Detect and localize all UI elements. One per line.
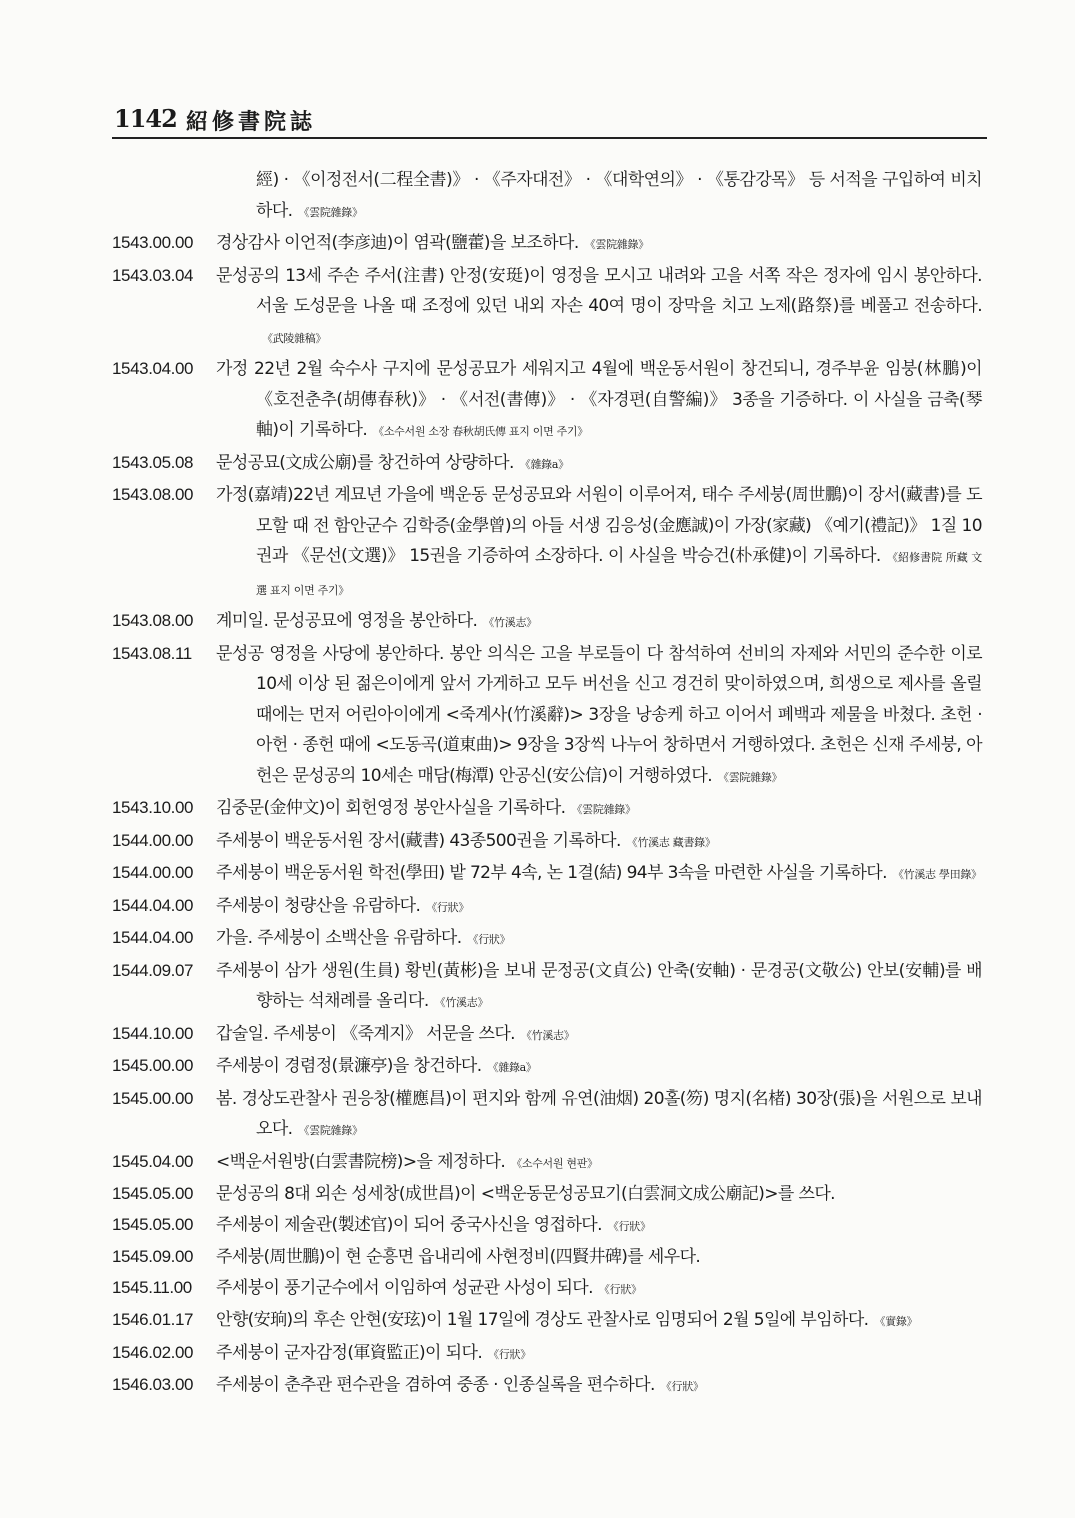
entry-text-block [216, 448, 982, 481]
entry-text-block [216, 354, 982, 448]
entry-text: 주세붕이 군자감정(軍資監正)이 되다. [216, 1342, 483, 1363]
entry-source: 《竹溪志》 [520, 1028, 575, 1042]
entry-date: 1544.10.00 [112, 1023, 194, 1043]
header-divider [112, 137, 987, 139]
entry-text-block [216, 165, 982, 228]
chronology-entry [112, 1210, 982, 1243]
entry-text: 가을. 주세붕이 소백산을 유람하다. [216, 928, 462, 948]
chronology-entry [112, 1179, 982, 1210]
entry-text: 가정(嘉靖)22년 계묘년 가을에 백운동 문성공묘와 서원이 이루어져, 태수 주세붕(周世鵬)이 장서(藏書)를 도모할 때 전 함안군수 김학증(金學曾)의 아들 서생 김응성(金應誠)이 가장(家藏) 《예기(禮記)》 1질 10권과 《문선(文選)》 15권을 기증하여 소장하다. 이 사실을 박승건(朴承健)이 기록하다. [216, 485, 982, 566]
chronology-entry [112, 826, 982, 859]
entry-text: 주세붕이 풍기군수에서 이임하여 성균관 사성이 되다. [216, 1277, 593, 1298]
entry-source: 《紹修書院 所藏 文選 표지 이면 주기》 [256, 551, 982, 597]
entry-date: 1543.05.08 [112, 452, 194, 472]
entry-source: 《竹溪志》 [434, 996, 489, 1009]
entry-source: 《竹溪志》 [483, 616, 537, 629]
entry-date: 1546.01.17 [112, 1310, 194, 1329]
entry-text: 안향(安珦)의 후손 안현(安玹)이 1월 17일에 경상도 관찰사로 임명되어 2월 5일에 부임하다. [216, 1310, 869, 1330]
entry-date: 1544.04.00 [112, 895, 194, 915]
entry-date: 1543.08.11 [112, 643, 192, 663]
entry-date: 1545.11.00 [112, 1277, 192, 1297]
chronology-entry [112, 1370, 982, 1403]
entry-text-block [216, 1084, 982, 1147]
entry-date: 1545.05.00 [112, 1184, 194, 1203]
entry-text-block [216, 639, 982, 794]
chronology-entry [112, 858, 982, 891]
entry-source: 《雲院雜錄》 [718, 770, 783, 784]
entry-text-block [216, 1273, 982, 1306]
entry-text-block [216, 891, 982, 924]
chronology-entry [112, 1019, 982, 1052]
entry-text-block [216, 826, 982, 859]
entry-date: 1543.08.00 [112, 611, 194, 630]
entry-text: 문성공묘(文成公廟)를 창건하여 상량하다. [216, 452, 514, 473]
entry-text: 문성공 영정을 사당에 봉안하다. 봉안 의식은 고을 부로들이 다 참석하여 선비의 자제와 서민의 준수한 이로 10세 이상 된 젊은이에게 앞서 가게하고 모두 버선을 신고 경건히 맞이하였으며, 희생으로 제사를 올릴 때에는 먼저 어린아이에게 <죽계사(竹溪辭)> 3장을 낭송케 하고 이어서 폐백과 제물을 바쳤다. 초헌 · 아헌 · 종헌 때에 <도동곡(道東曲)> 9장을 3장씩 나누어 창하면서 거행하였다. 초헌은 신재 주세붕, 아헌은 문성공의 10세손 매담(梅潭) 안공신(安公信)이 거행하였다. [216, 643, 982, 786]
chronology-entry [112, 606, 982, 639]
entry-source: 《竹溪志 學田錄》 [892, 868, 982, 881]
entry-source: 《소수서원 현판》 [511, 1156, 598, 1170]
chronology-entry [112, 480, 982, 606]
chronology-entry [112, 1051, 982, 1084]
entry-text-block [216, 1210, 982, 1243]
entry-date: 1544.00.00 [112, 863, 194, 882]
entry-text: 문성공의 13세 주손 주서(注書) 안정(安珽)이 영정을 모시고 내려와 고을 서쪽 작은 정자에 임시 봉안하다. 서울 도성문을 나올 때 조정에 있던 내외 자손 40여 명이 장막을 치고 노제(路祭)를 베풀고 전송하다. [216, 265, 982, 316]
chronology-entry [112, 1273, 982, 1306]
entry-text: 주세붕(周世鵬)이 현 순흥면 읍내리에 사현정비(四賢井碑)를 세우다. [216, 1247, 701, 1267]
entry-date: 1544.00.00 [112, 830, 194, 850]
chronology-entry [112, 1242, 982, 1273]
entry-source: 《雲院雜錄》 [298, 1124, 363, 1137]
entry-text: 경상감사 이언적(李彦迪)이 염곽(鹽藿)을 보조하다. [216, 233, 579, 253]
entry-source: 《雲院雜錄》 [584, 238, 649, 251]
entry-text-block [216, 1338, 982, 1371]
entry-date: 1543.08.00 [112, 485, 194, 504]
page-header [112, 104, 987, 138]
chronology-entry [112, 228, 982, 261]
chronology-entry [112, 1084, 982, 1147]
chronology-entry [112, 923, 982, 956]
chronology-entry [112, 448, 982, 481]
chronology-entry [112, 165, 982, 228]
chronology-entry [112, 1338, 982, 1371]
page-number: 1142 [114, 104, 177, 133]
entry-source: 《實錄》 [874, 1315, 918, 1328]
entry-text-block [216, 1179, 982, 1210]
entry-date: 1544.09.07 [112, 960, 194, 980]
entry-text-block [216, 261, 982, 355]
entry-source: 《武陵雜稿》 [262, 331, 327, 345]
entry-date: 1545.00.00 [112, 1088, 194, 1108]
entry-text-block [216, 1147, 982, 1180]
entry-source: 《行狀》 [660, 1380, 704, 1393]
entry-date: 1545.09.00 [112, 1247, 194, 1266]
entry-text: 經) · 《이정전서(二程全書)》 · 《주자대전》 · 《대학연의》 · 《통감강목》 등 서적을 구입하여 비치하다. [256, 170, 982, 221]
entry-date: 1544.04.00 [112, 928, 194, 947]
entry-source: 《行狀》 [467, 933, 511, 946]
entry-source: 《行狀》 [488, 1347, 531, 1361]
entry-text-block [216, 1305, 982, 1338]
entry-text-block [216, 793, 982, 826]
entry-text: 계미일. 문성공묘에 영정을 봉안하다. [216, 611, 478, 631]
entry-text: 주세붕이 춘추관 편수관을 겸하여 중종 · 인종실록을 편수하다. [216, 1375, 655, 1395]
entry-source: 《雜錄a》 [487, 1061, 537, 1074]
entry-text: 주세붕이 삼가 생원(生員) 황빈(黃彬)을 보내 문정공(文貞公) 안축(安軸) · 문경공(文敬公) 안보(安輔)를 배향하는 석채례를 올리다. [216, 960, 982, 1011]
entry-source: 《行狀》 [607, 1219, 651, 1233]
entry-source: 《소수서원 소장 春秋胡氏傳 표지 이면 주기》 [373, 425, 588, 438]
entry-text-block [216, 1051, 982, 1084]
entry-source: 《雜錄a》 [519, 457, 569, 471]
entry-text: 문성공의 8대 외손 성세창(成世昌)이 <백운동문성공묘기(白雲洞文成公廟記)>를 쓰다. [216, 1184, 835, 1204]
entry-date: 1545.04.00 [112, 1151, 194, 1171]
entry-text-block [216, 228, 982, 261]
entry-text: 주세붕이 제술관(製述官)이 되어 중국사신을 영접하다. [216, 1214, 602, 1235]
chronology-entry [112, 261, 982, 355]
entry-text-block [216, 956, 982, 1019]
entry-text: 김중문(金仲文)이 회헌영정 봉안사실을 기록하다. [216, 798, 566, 818]
chronology-entry [112, 1305, 982, 1338]
entry-source: 《雲院雜錄》 [298, 205, 363, 219]
entry-text-block [216, 1242, 982, 1273]
entry-text-block [216, 923, 982, 956]
entry-text: 주세붕이 백운동서원 장서(藏書) 43종500권을 기록하다. [216, 830, 621, 851]
entry-date: 1545.00.00 [112, 1056, 194, 1075]
entry-source: 《行狀》 [426, 900, 470, 914]
entry-text: 가정 22년 2월 숙수사 구지에 문성공묘가 세워지고 4월에 백운동서원이 창건되니, 경주부윤 임붕(林鵬)이 《호전춘추(胡傳春秋)》 · 《서전(書傳)》 · 《자경편(自警編)》 3종을 기증하다. 이 사실을 금축(琴軸)이 기록하다. [216, 359, 982, 440]
entry-text-block [216, 858, 982, 891]
entry-source: 《行狀》 [598, 1282, 642, 1296]
entry-date [112, 165, 216, 228]
chronology-entry [112, 956, 982, 1019]
entry-date: 1546.03.00 [112, 1375, 194, 1394]
entry-text: 봄. 경상도관찰사 권응창(權應昌)이 편지와 함께 유연(油烟) 20홀(笏) 명지(名楮) 30장(張)을 서원으로 보내오다. [216, 1088, 982, 1139]
entry-source: 《竹溪志 藏書錄》 [626, 835, 716, 849]
chronology-entry [112, 793, 982, 826]
entry-text-block [216, 606, 982, 639]
chronology-entry [112, 354, 982, 448]
entry-text-block [216, 1019, 982, 1052]
entry-date: 1543.04.00 [112, 359, 194, 378]
entry-source: 《雲院雜錄》 [571, 803, 636, 816]
book-title: 紹修書院誌 [186, 109, 317, 135]
entry-text: 주세붕이 청량산을 유람하다. [216, 895, 421, 916]
entry-date: 1543.03.04 [112, 265, 194, 285]
chronology-entry [112, 891, 982, 924]
entry-date: 1543.10.00 [112, 798, 194, 817]
entry-text: <백운서원방(白雲書院榜)>을 제정하다. [216, 1151, 506, 1172]
chronology-list [112, 165, 982, 1403]
entry-date: 1546.02.00 [112, 1342, 194, 1362]
entry-text-block [216, 480, 982, 606]
entry-date: 1543.00.00 [112, 233, 194, 252]
entry-text: 갑술일. 주세붕이 《죽계지》 서문을 쓰다. [216, 1023, 515, 1044]
entry-text: 주세붕이 백운동서원 학전(學田) 밭 72부 4속, 논 1결(結) 94부 3속을 마련한 사실을 기록하다. [216, 863, 887, 883]
entry-date: 1545.05.00 [112, 1214, 194, 1234]
chronology-entry [112, 639, 982, 794]
entry-text: 주세붕이 경렴정(景濂亭)을 창건하다. [216, 1056, 482, 1076]
entry-text-block [216, 1370, 982, 1403]
chronology-entry [112, 1147, 982, 1180]
